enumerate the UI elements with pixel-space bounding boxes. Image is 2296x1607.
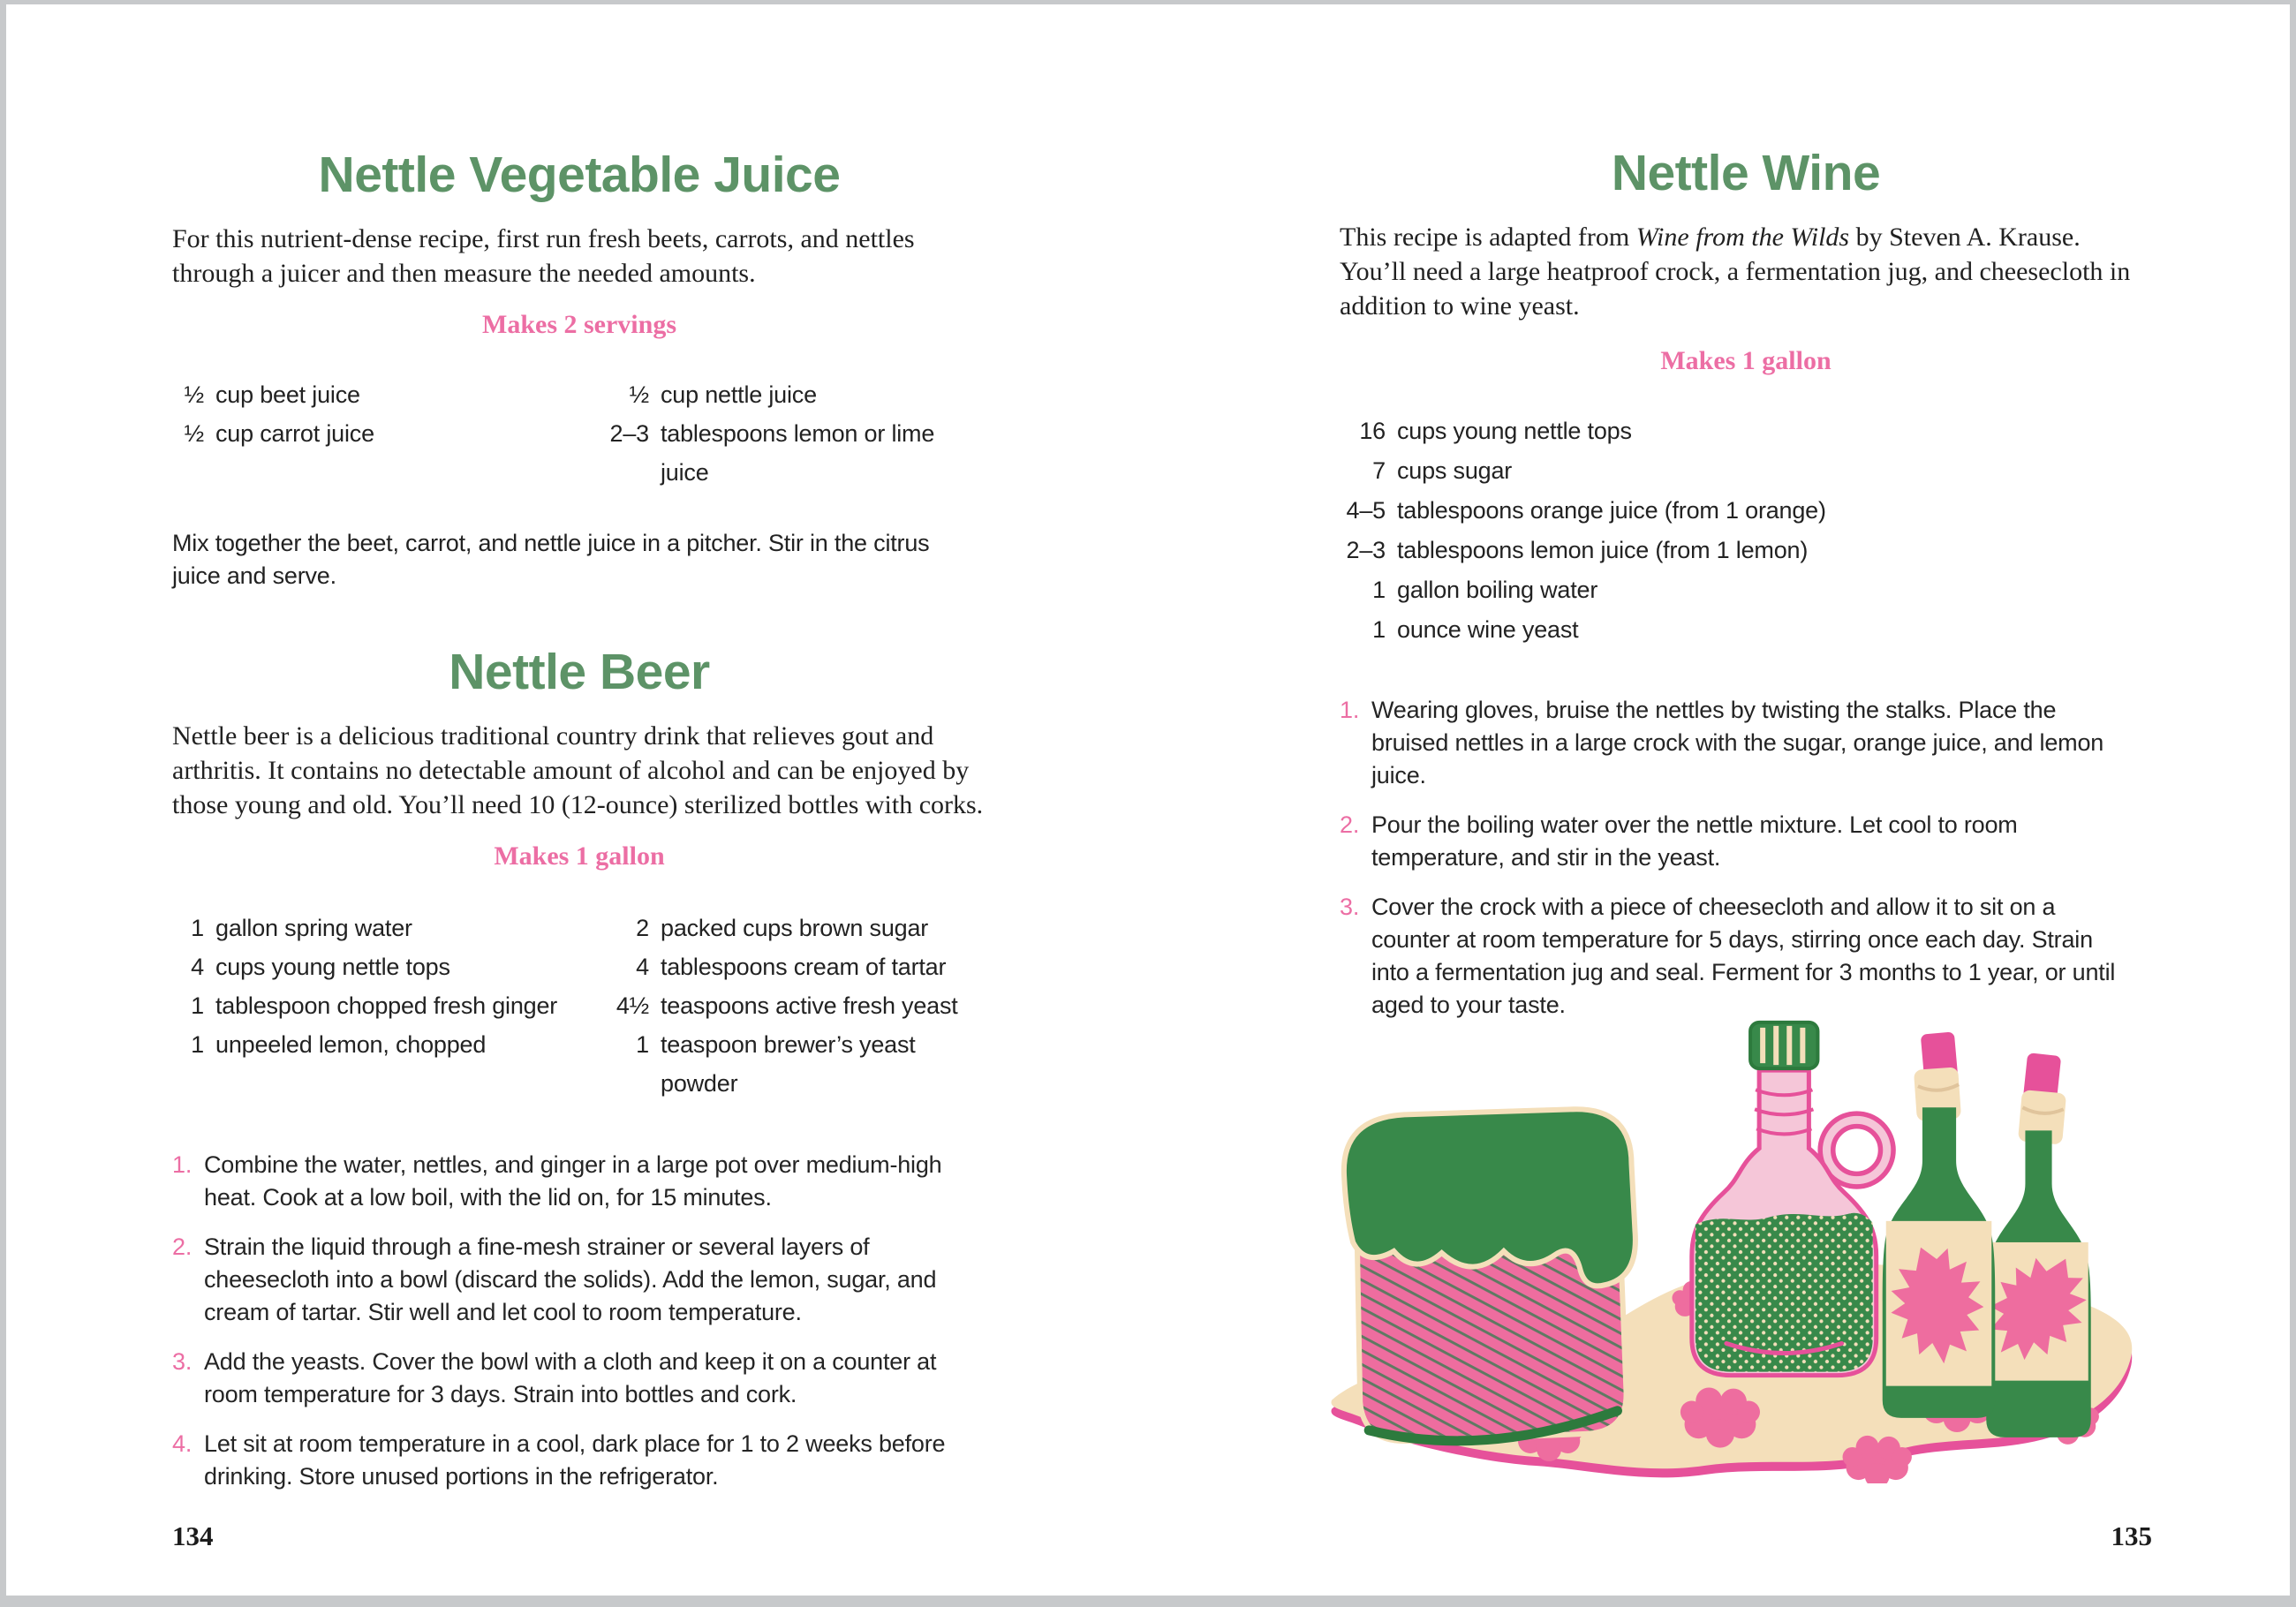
ingredient-row [172, 375, 603, 414]
recipe-yield: Makes 1 gallon [1660, 346, 1832, 375]
book-page-right [1340, 0, 2152, 1038]
ingredient-row [603, 375, 986, 414]
ingredient-row [603, 414, 986, 492]
ingredient-qty: 2 [636, 915, 649, 941]
ingredient-qty: ½ [629, 381, 649, 408]
ingredient-row [603, 909, 986, 947]
step-number: 1. [1340, 697, 1360, 723]
recipe-step [1340, 694, 2152, 792]
screenshot-frame-top [0, 0, 2296, 4]
recipe-title-nettle-wine: Nettle Wine [1611, 145, 1881, 201]
step-number: 4. [172, 1430, 193, 1457]
intro-text: by Steven A. Krause. You’ll need a large heatproof crock, a fermentation jug, and cheesecloth in addition to wine yeast. [1340, 223, 2131, 321]
ingredient-qty: ½ [184, 420, 204, 447]
ingredient-qty: 1 [191, 1031, 204, 1058]
recipe-step [172, 1428, 986, 1493]
ingredient-columns [172, 909, 986, 1103]
screenshot-frame-bottom [0, 1596, 2296, 1607]
recipe-yield: Makes 1 gallon [494, 841, 665, 871]
ingredient-name: cups young nettle tops [215, 954, 450, 980]
ingredient-qty: 1 [636, 1031, 649, 1058]
book-reference-italic: Wine from the Wilds [1635, 223, 1850, 252]
recipe-yield: Makes 2 servings [482, 310, 676, 339]
intro-text: This recipe is adapted from [1340, 223, 1636, 252]
ingredient-list [172, 375, 603, 492]
ingredient-qty: 16 [1359, 418, 1386, 444]
crock-illustration [1344, 1109, 1635, 1441]
ingredient-qty: 1 [1372, 577, 1386, 603]
ingredient-row [1340, 610, 2152, 650]
ingredient-qty: 1 [1372, 616, 1386, 643]
ingredient-row [172, 986, 603, 1025]
ingredient-name: gallon spring water [215, 915, 412, 941]
ingredient-row [603, 986, 986, 1025]
ingredient-qty: 1 [191, 992, 204, 1019]
ingredient-row [1340, 491, 2152, 531]
ingredient-name: cups young nettle tops [1397, 418, 1632, 444]
ingredient-name: cup nettle juice [661, 381, 817, 408]
ingredient-qty: 4½ [616, 992, 649, 1019]
ingredient-qty: ½ [184, 381, 204, 408]
recipe-title-nettle-vegetable-juice: Nettle Vegetable Juice [318, 147, 841, 203]
recipe-intro: For this nutrient-dense recipe, first run fresh beets, carrots, and nettles through a juicer and then measure the needed amounts. [172, 224, 915, 288]
ingredient-name: gallon boiling water [1397, 577, 1598, 603]
ingredient-row [172, 1025, 603, 1064]
ingredient-row [172, 414, 603, 453]
ingredient-row [603, 947, 986, 986]
ingredient-name: tablespoons lemon or lime juice [661, 420, 935, 486]
recipe-step [1340, 891, 2152, 1022]
ingredient-row [1340, 411, 2152, 451]
ingredient-name: tablespoons orange juice (from 1 orange) [1397, 497, 1826, 524]
step-number: 3. [1340, 894, 1360, 920]
ingredient-qty: 4 [191, 954, 204, 980]
ingredient-row [1340, 531, 2152, 570]
step-text: Combine the water, nettles, and ginger in a large pot over medium-high heat. Cook at a low boil, with the lid on, for 15 minutes. [204, 1151, 942, 1211]
ingredient-name: unpeeled lemon, chopped [215, 1031, 487, 1058]
ingredient-qty: 4 [636, 954, 649, 980]
step-text: Let sit at room temperature in a cool, dark place for 1 to 2 weeks before drinking. Store unused portions in the refrigerator. [204, 1430, 946, 1490]
step-text: Wearing gloves, bruise the nettles by twisting the stalks. Place the bruised nettles in a large crock with the sugar, orange juice, and lemon juice. [1371, 697, 2104, 788]
recipe-directions: Mix together the beet, carrot, and nettle juice in a pitcher. Stir in the citrus juice and serve. [172, 530, 930, 589]
ingredient-row [172, 909, 603, 947]
ingredient-qty: 7 [1372, 457, 1386, 484]
ingredient-list [603, 375, 986, 492]
step-text: Pour the boiling water over the nettle mixture. Let cool to room temperature, and stir in the yeast. [1371, 811, 2018, 871]
ingredient-row [1340, 570, 2152, 610]
step-number: 1. [172, 1151, 193, 1178]
ingredient-qty: 2–3 [609, 420, 649, 447]
ingredient-name: tablespoon chopped fresh ginger [215, 992, 558, 1019]
step-text: Add the yeasts. Cover the bowl with a cloth and keep it on a counter at room temperature for 3 days. Strain into bottles and cork. [204, 1348, 937, 1407]
ingredient-qty: 1 [191, 915, 204, 941]
fermentation-jug-illustration [1692, 1022, 1887, 1376]
screenshot-frame-left [0, 0, 6, 1607]
ingredient-name: cup beet juice [215, 381, 360, 408]
ingredient-columns [172, 375, 986, 492]
ingredient-name: ounce wine yeast [1397, 616, 1579, 643]
recipe-title-nettle-beer: Nettle Beer [449, 644, 710, 700]
recipe-intro [1340, 220, 2152, 323]
nettle-wine-illustration [1323, 1017, 2140, 1483]
page-number-right: 135 [2111, 1520, 2152, 1551]
recipe-step [172, 1231, 986, 1329]
step-number: 3. [172, 1348, 193, 1375]
recipe-step [172, 1149, 986, 1214]
ingredient-name: packed cups brown sugar [661, 915, 929, 941]
ingredient-name: teaspoons active fresh yeast [661, 992, 958, 1019]
wine-bottle-left-illustration [1875, 1031, 2001, 1417]
ingredient-name: tablespoons lemon juice (from 1 lemon) [1397, 537, 1809, 563]
ingredient-qty: 2–3 [1346, 537, 1386, 563]
book-page-left [172, 0, 986, 1510]
ingredient-list [172, 909, 603, 1103]
ingredient-row [1340, 451, 2152, 491]
ingredient-qty: 4–5 [1346, 497, 1386, 524]
step-number: 2. [172, 1234, 193, 1260]
recipe-intro: Nettle beer is a delicious traditional country drink that relieves gout and arthritis. It contains no detectable amount of alcohol and can be enjoyed by those young and old. You’ll need 10 (12-ounce) sterilized bottles with corks. [172, 721, 984, 819]
steps-list [1340, 694, 2152, 1022]
ingredient-row [172, 947, 603, 986]
page-number-left: 134 [172, 1520, 214, 1551]
step-text: Cover the crock with a piece of cheesecloth and allow it to sit on a counter at room temperature for 5 days, stirring once each day. Strain into a fermentation jug and seal. Ferment for 3 months to 1 year, or until aged to your taste. [1371, 894, 2116, 1018]
step-text: Strain the liquid through a fine-mesh strainer or several layers of cheesecloth into a bowl (discard the solids). Add the lemon, sugar, and cream of tartar. Stir well and let cool to room temperature. [204, 1234, 937, 1325]
ingredient-name: teaspoon brewer’s yeast powder [661, 1031, 916, 1097]
recipe-step [172, 1346, 986, 1411]
recipe-step [1340, 809, 2152, 874]
ingredient-list [1340, 411, 2152, 650]
steps-list [172, 1149, 986, 1493]
screenshot-frame-right [2290, 0, 2296, 1607]
ingredient-name: cup carrot juice [215, 420, 374, 447]
ingredient-list [603, 909, 986, 1103]
ingredient-name: tablespoons cream of tartar [661, 954, 947, 980]
ingredient-name: cups sugar [1397, 457, 1513, 484]
step-number: 2. [1340, 811, 1360, 838]
ingredient-row [603, 1025, 986, 1103]
